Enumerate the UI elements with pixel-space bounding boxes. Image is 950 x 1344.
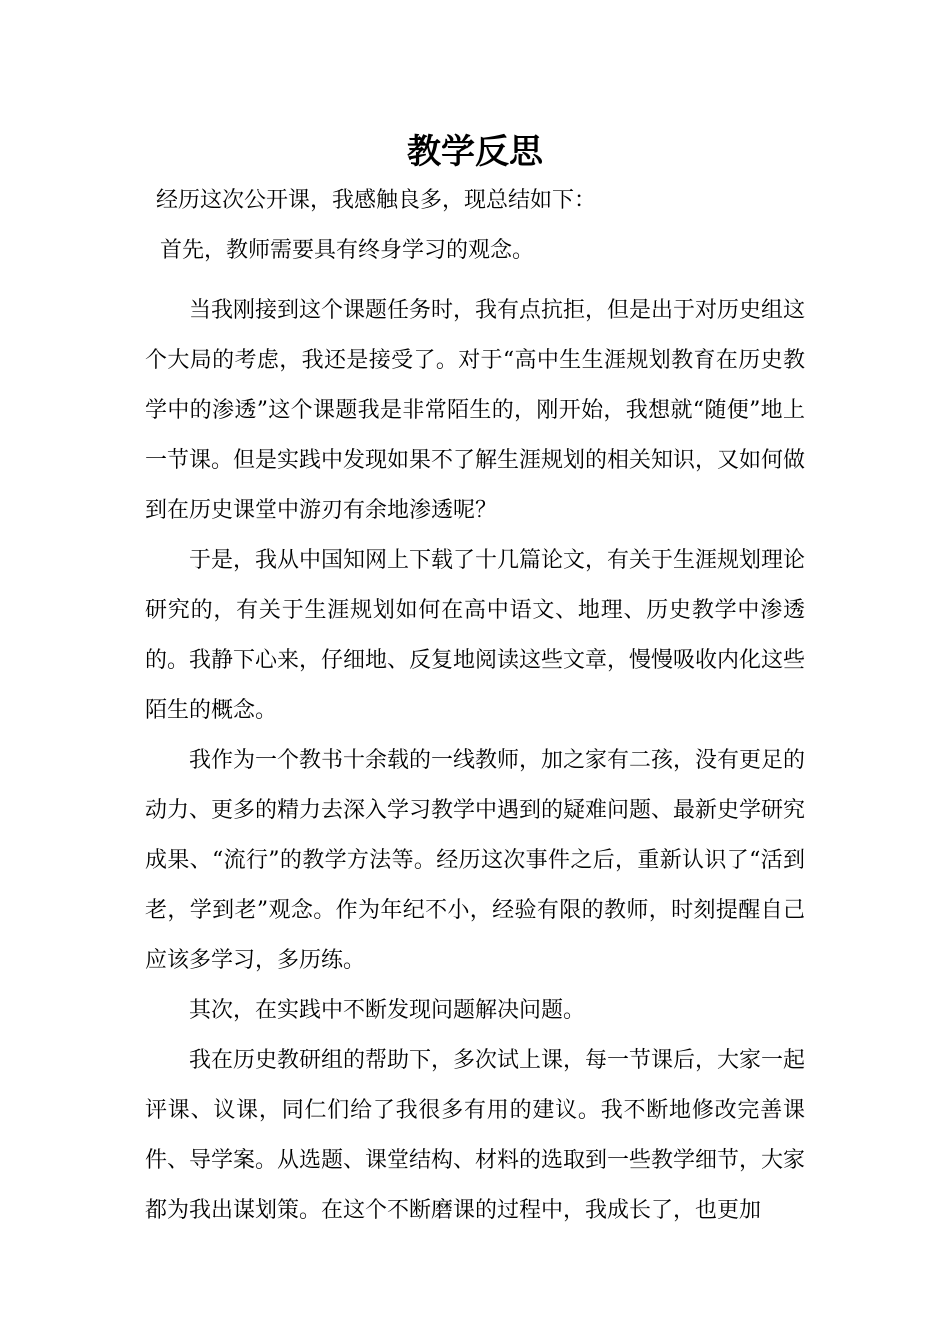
intro-line: 经历这次公开课，我感触良多，现总结如下： bbox=[156, 188, 597, 213]
paragraph: 于是，我从中国知网上下载了十几篇论文，有关于生涯规划理论研究的，有关于生涯规划如何在高中语文、地理、历史教学中渗透的。我静下心来，仔细地、反复地阅读这些文章，慢慢吸收内化这些陌生的概念。 bbox=[145, 548, 806, 723]
point-one-heading: 首先，教师需要具有终身学习的观念。 bbox=[160, 238, 535, 263]
paragraph: 我在历史教研组的帮助下，多次试上课，每一节课后，大家一起评课、议课，同仁们给了我很多有用的建议。我不断地修改完善课件、导学案。从选题、课堂结构、材料的选取到一些教学细节，大家都为我出谋划策。在这个不断磨课的过程中，我成长了，也更加 bbox=[145, 1048, 806, 1223]
document-body bbox=[145, 286, 805, 1236]
paragraph: 当我刚接到这个课题任务时，我有点抗拒，但是出于对历史组这个大局的考虑，我还是接受了。对于“高中生生涯规划教育在历史教学中的渗透”这个课题我是非常陌生的，刚开始，我想就“随便”地上一节课。但是实践中发现如果不了解生涯规划的相关知识，又如何做到在历史课堂中游刃有余地渗透呢？ bbox=[145, 298, 806, 523]
point-two-heading: 其次，在实践中不断发现问题解决问题。 bbox=[189, 998, 586, 1023]
paragraph: 我作为一个教书十余载的一线教师，加之家有二孩，没有更足的动力、更多的精力去深入学习教学中遇到的疑难问题、最新史学研究成果、“流行”的教学方法等。经历这次事件之后，重新认识了“活到老，学到老”观念。作为年纪不小，经验有限的教师，时刻提醒自己应该多学习，多历练。 bbox=[145, 748, 806, 973]
document-title: 教学反思 bbox=[407, 132, 543, 172]
